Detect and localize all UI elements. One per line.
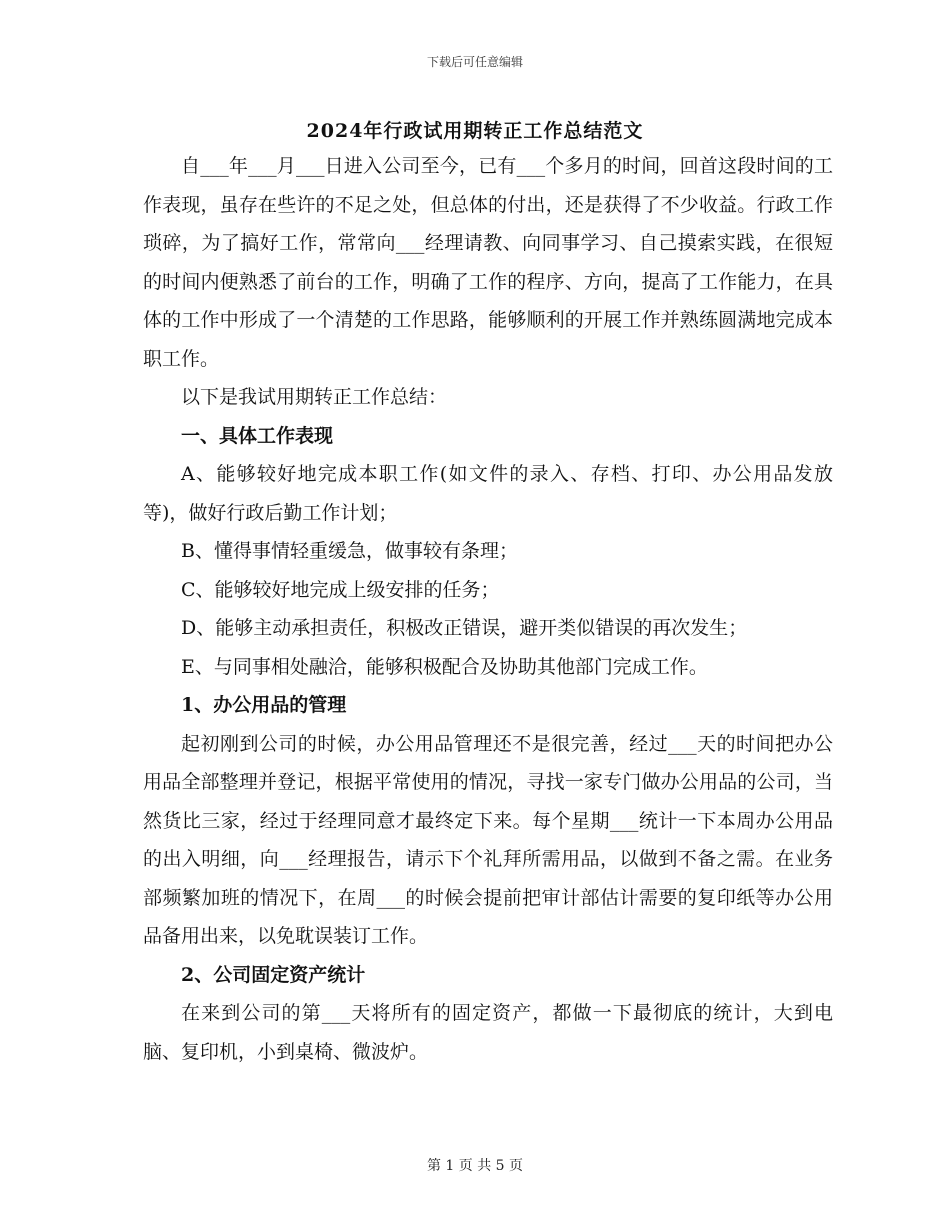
fixed-assets-paragraph: 在来到公司的第___天将所有的固定资产，都做一下最彻底的统计，大到电脑、复印机，小到桌椅、微波炉。 xyxy=(143,1002,833,1063)
list-item-b: B、懂得事情轻重缓急，做事较有条理； xyxy=(181,540,518,562)
summary-lead-paragraph: 以下是我试用期转正工作总结： xyxy=(181,386,448,408)
document-title: 2024年行政试用期转正工作总结范文 xyxy=(306,120,644,142)
document-body xyxy=(143,147,833,1071)
page-number-footer: 第 1 页 共 5 页 xyxy=(426,1158,524,1174)
list-item-c: C、能够较好地完成上级安排的任务； xyxy=(181,578,500,601)
list-item-e: E、与同事相处融洽，能够积极配合及协助其他部门完成工作。 xyxy=(181,655,708,678)
subsection-heading-office-supplies: 1、办公用品的管理 xyxy=(181,694,347,716)
list-item-d: D、能够主动承担责任，积极改正错误，避开类似错误的再次发生； xyxy=(181,617,748,639)
list-item-a: A、能够较好地完成本职工作(如文件的录入、存档、打印、办公用品发放等)，做好行政后勤工作计划； xyxy=(143,463,833,524)
intro-paragraph: 自___年___月___日进入公司至今，已有___个多月的时间，回首这段时间的工作表现，虽存在些许的不足之处，但总体的付出，还是获得了不少收益。行政工作琐碎，为了搞好工作，常常向___经理请教、向同事学习、自己摸索实践，在很短的时间内便熟悉了前台的工作，明确了工作的程序、方向，提高了工作能力，在具体的工作中形成了一个清楚的工作思路，能够顺利的开展工作并熟练圆满地完成本职工作。 xyxy=(143,155,833,370)
subsection-heading-fixed-assets: 2、公司固定资产统计 xyxy=(181,963,366,986)
header-note: 下载后可任意编辑 xyxy=(426,55,523,69)
section-heading: 一、具体工作表现 xyxy=(181,424,334,447)
office-supplies-paragraph: 起初刚到公司的时候，办公用品管理还不是很完善，经过___天的时间把办公用品全部整理并登记，根据平常使用的情况，寻找一家专门做办公用品的公司，当然货比三家，经过于经理同意才最终定下来。每个星期___统计一下本周办公用品的出入明细，向___经理报告，请示下个礼拜所需用品，以做到不备之需。在业务部频繁加班的情况下，在周___的时候会提前把审计部估计需要的复印纸等办公用品备用出来，以免耽误装订工作。 xyxy=(143,732,833,947)
